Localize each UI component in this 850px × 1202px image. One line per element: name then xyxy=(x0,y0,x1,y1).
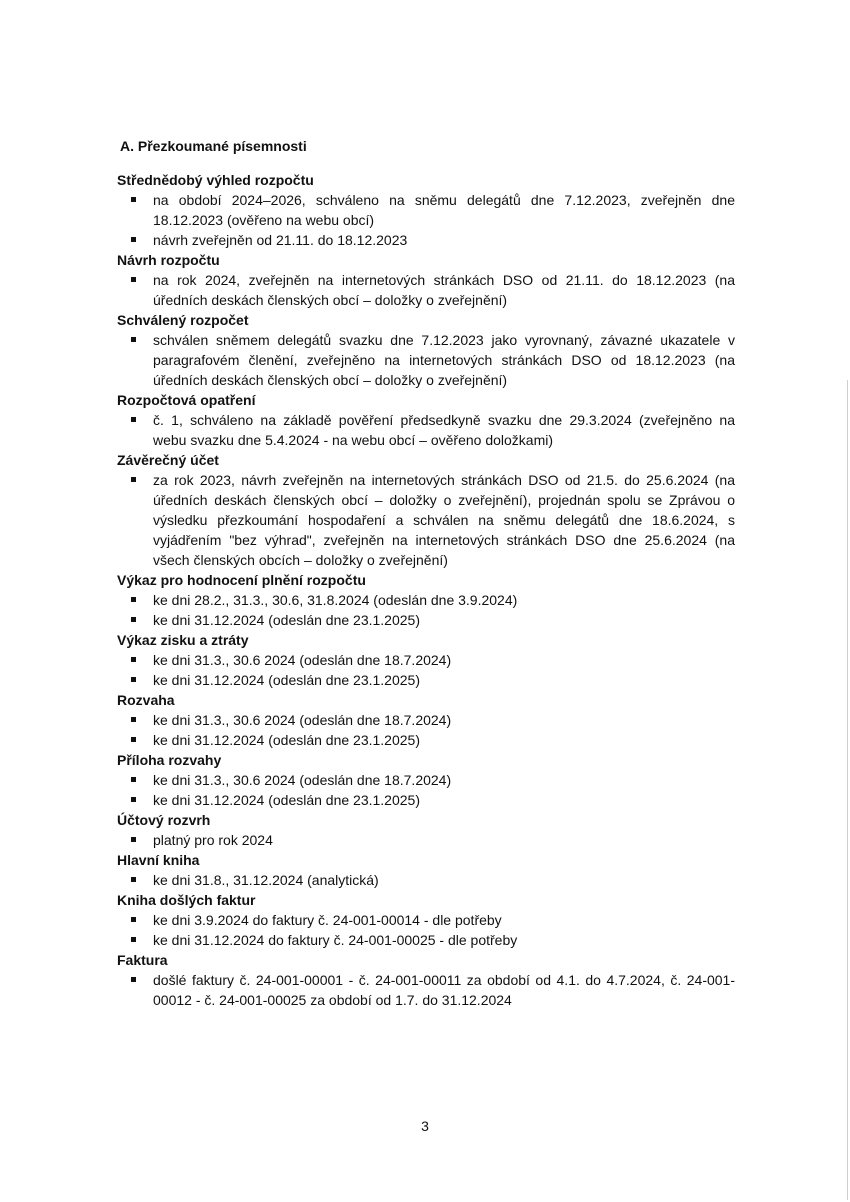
section xyxy=(117,170,735,250)
item-list xyxy=(117,410,735,450)
item-list xyxy=(117,330,735,390)
item-text: ke dni 3.9.2024 do faktury č. 24-001-00014 - dle potřeby xyxy=(153,912,502,928)
bullet-icon xyxy=(131,677,136,682)
document-content xyxy=(117,136,735,1010)
section-title: Výkaz pro hodnocení plnění rozpočtu xyxy=(117,572,366,588)
item-list xyxy=(117,190,735,250)
list-item xyxy=(117,650,735,670)
item-text: na rok 2024, zveřejněn na internetových stránkách DSO od 21.11. do 18.12.2023 (na úředních deskách členských obcí – doložky o zveřejnění) xyxy=(153,272,735,308)
item-list xyxy=(117,970,735,1010)
item-text: došlé faktury č. 24-001-00001 - č. 24-001-00011 za období od 4.1. do 4.7.2024, č. 24-001-00012 - č. 24-001-00025 za období od 1.7. do 31.12.2024 xyxy=(153,972,735,1008)
bullet-icon xyxy=(131,797,136,802)
section-title: Závěrečný účet xyxy=(117,452,219,468)
item-text: ke dni 31.12.2024 do faktury č. 24-001-00025 - dle potřeby xyxy=(153,932,518,948)
item-list xyxy=(117,590,735,630)
item-text: schválen sněmem delegátů svazku dne 7.12.2023 jako vyrovnaný, závazné ukazatele v paragrafovém členění, zveřejněno na internetových stránkách DSO od 18.12.2023 (na úředních deskách členských obcí – doložky o zveřejnění) xyxy=(153,332,735,388)
list-item xyxy=(117,910,735,930)
list-item xyxy=(117,790,735,810)
item-text: návrh zveřejněn od 21.11. do 18.12.2023 xyxy=(153,232,408,248)
bullet-icon xyxy=(131,777,136,782)
bullet-icon xyxy=(131,337,136,342)
page-edge-line xyxy=(847,380,848,1200)
section xyxy=(117,850,735,890)
bullet-icon xyxy=(131,977,136,982)
list-item xyxy=(117,330,735,390)
bullet-icon xyxy=(131,877,136,882)
section-title: Hlavní kniha xyxy=(117,852,200,868)
section-title: Účtový rozvrh xyxy=(117,812,211,828)
document-heading: A. Přezkoumané písemnosti xyxy=(120,138,307,154)
bullet-icon xyxy=(131,197,136,202)
item-text: ke dni 28.2., 31.3., 30.6, 31.8.2024 (odeslán dne 3.9.2024) xyxy=(153,592,518,608)
item-text: ke dni 31.3., 30.6 2024 (odeslán dne 18.7.2024) xyxy=(153,712,452,728)
list-item xyxy=(117,830,735,850)
list-item xyxy=(117,470,735,570)
item-text: č. 1, schváleno na základě pověření předsedkyně svazku dne 29.3.2024 (zveřejněno na webu svazku dne 5.4.2024 - na webu obcí – ověřeno doložkami) xyxy=(153,412,735,448)
list-item xyxy=(117,590,735,610)
bullet-icon xyxy=(131,237,136,242)
bullet-icon xyxy=(131,597,136,602)
item-text: ke dni 31.12.2024 (odeslán dne 23.1.2025) xyxy=(153,672,420,688)
list-item xyxy=(117,610,735,630)
item-list xyxy=(117,870,735,890)
section xyxy=(117,810,735,850)
list-item xyxy=(117,870,735,890)
section-title: Kniha došlých faktur xyxy=(117,892,256,908)
list-item xyxy=(117,970,735,1010)
item-list xyxy=(117,770,735,810)
item-text: ke dni 31.3., 30.6 2024 (odeslán dne 18.7.2024) xyxy=(153,652,452,668)
list-item xyxy=(117,270,735,310)
item-text: za rok 2023, návrh zveřejněn na internetových stránkách DSO od 21.5. do 25.6.2024 (na úředních deskách členských obcí – doložky o zveřejnění), projednán spolu se Zprávou o výsledku přezkoumání hospodaření a schválen na sněmu delegátů dne 18.6.2024, s vyjádřením "bez výhrad", zveřejněn na internetových stránkách DSO dne 25.6.2024 (na všech členských obcích – doložky o zveřejnění) xyxy=(153,472,735,568)
section xyxy=(117,630,735,690)
bullet-icon xyxy=(131,617,136,622)
page-number: 3 xyxy=(421,1118,429,1134)
item-text: ke dni 31.12.2024 (odeslán dne 23.1.2025) xyxy=(153,612,420,628)
section xyxy=(117,250,735,310)
list-item xyxy=(117,770,735,790)
section-title: Příloha rozvahy xyxy=(117,752,222,768)
list-item xyxy=(117,190,735,230)
item-text: platný pro rok 2024 xyxy=(153,832,273,848)
bullet-icon xyxy=(131,937,136,942)
bullet-icon xyxy=(131,477,136,482)
section xyxy=(117,450,735,570)
item-text: ke dni 31.3., 30.6 2024 (odeslán dne 18.7.2024) xyxy=(153,772,452,788)
section-title: Faktura xyxy=(117,952,168,968)
list-item xyxy=(117,230,735,250)
section-title: Výkaz zisku a ztráty xyxy=(117,632,249,648)
item-text: ke dni 31.8., 31.12.2024 (analytická) xyxy=(153,872,379,888)
section xyxy=(117,390,735,450)
section xyxy=(117,690,735,750)
section xyxy=(117,950,735,1010)
section-title: Schválený rozpočet xyxy=(117,312,249,328)
bullet-icon xyxy=(131,917,136,922)
list-item xyxy=(117,670,735,690)
bullet-icon xyxy=(131,277,136,282)
list-item xyxy=(117,730,735,750)
bullet-icon xyxy=(131,717,136,722)
item-text: ke dni 31.12.2024 (odeslán dne 23.1.2025) xyxy=(153,732,420,748)
section xyxy=(117,890,735,950)
item-list xyxy=(117,910,735,950)
bullet-icon xyxy=(131,837,136,842)
section xyxy=(117,570,735,630)
list-item xyxy=(117,710,735,730)
item-list xyxy=(117,650,735,690)
bullet-icon xyxy=(131,737,136,742)
item-text: ke dni 31.12.2024 (odeslán dne 23.1.2025) xyxy=(153,792,420,808)
bullet-icon xyxy=(131,657,136,662)
item-list xyxy=(117,470,735,570)
section xyxy=(117,750,735,810)
list-item xyxy=(117,930,735,950)
item-text: na období 2024–2026, schváleno na sněmu delegátů dne 7.12.2023, zveřejněn dne 18.12.2023 (ověřeno na webu obcí) xyxy=(153,192,735,228)
item-list xyxy=(117,270,735,310)
section-title: Návrh rozpočtu xyxy=(117,252,220,268)
section-title: Rozvaha xyxy=(117,692,175,708)
section-title: Rozpočtová opatření xyxy=(117,392,256,408)
section xyxy=(117,310,735,390)
item-list xyxy=(117,710,735,750)
list-item xyxy=(117,410,735,450)
section-title: Střednědobý výhled rozpočtu xyxy=(117,172,314,188)
bullet-icon xyxy=(131,417,136,422)
item-list xyxy=(117,830,735,850)
